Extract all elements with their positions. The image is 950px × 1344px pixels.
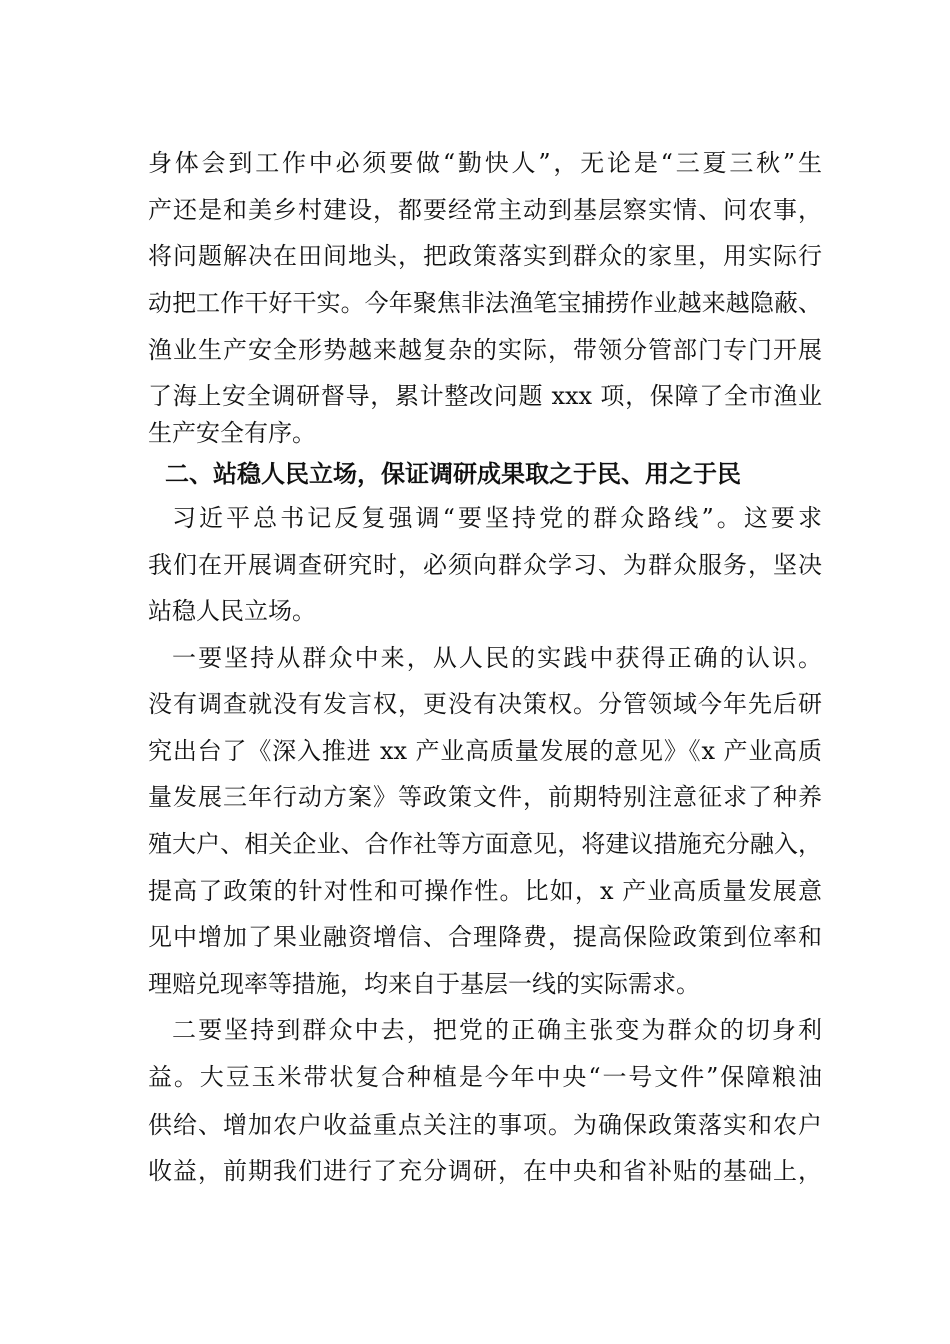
text-line: 了海上安全调研督导，累计整改问题 xxx 项，保障了全市渔业 (148, 382, 822, 410)
text-line: 见中增加了果业融资增信、合理降费，提高保险政策到位率和 (148, 923, 822, 951)
text-line: 一要坚持从群众中来，从人民的实践中获得正确的认识。 (172, 644, 822, 672)
text-line: 习近平总书记反复强调“要坚持党的群众路线”。这要求 (172, 504, 822, 532)
text-line: 供给、增加农户收益重点关注的事项。为确保政策落实和农户 (148, 1111, 822, 1139)
text-line: 产还是和美乡村建设，都要经常主动到基层察实情、问农事， (148, 196, 822, 224)
text-line: 收益，前期我们进行了充分调研，在中央和省补贴的基础上， (148, 1157, 822, 1185)
text-line: 生产安全有序。 (148, 419, 316, 447)
section-heading: 二、站稳人民立场，保证调研成果取之于民、用之于民 (165, 460, 741, 488)
text-line: 理赔兑现率等措施，均来自于基层一线的实际需求。 (148, 970, 700, 998)
text-line: 二要坚持到群众中去，把党的正确主张变为群众的切身利 (172, 1016, 822, 1044)
text-line: 殖大户、相关企业、合作社等方面意见，将建议措施充分融入， (148, 830, 822, 858)
text-line: 益。大豆玉米带状复合种植是今年中央“一号文件”保障粮油 (148, 1063, 822, 1091)
text-line: 我们在开展调查研究时，必须向群众学习、为群众服务，坚决 (148, 551, 822, 579)
text-line: 动把工作干好干实。今年聚焦非法渔笔宝捕捞作业越来越隐蔽、 (148, 289, 822, 317)
text-line: 渔业生产安全形势越来越复杂的实际，带领分管部门专门开展 (148, 336, 822, 364)
text-line: 提高了政策的针对性和可操作性。比如，x 产业高质量发展意 (148, 877, 822, 905)
text-line: 量发展三年行动方案》等政策文件，前期特别注意征求了种养 (148, 783, 822, 811)
text-line: 究出台了《深入推进 xx 产业高质量发展的意见》《x 产业高质 (148, 737, 822, 765)
text-line: 没有调查就没有发言权，更没有决策权。分管领域今年先后研 (148, 690, 822, 718)
text-line: 将问题解决在田间地头，把政策落实到群众的家里，用实际行 (148, 242, 822, 270)
text-line: 身体会到工作中必须要做“勤快人”，无论是“三夏三秋”生 (148, 149, 822, 177)
text-line: 站稳人民立场。 (148, 597, 316, 625)
